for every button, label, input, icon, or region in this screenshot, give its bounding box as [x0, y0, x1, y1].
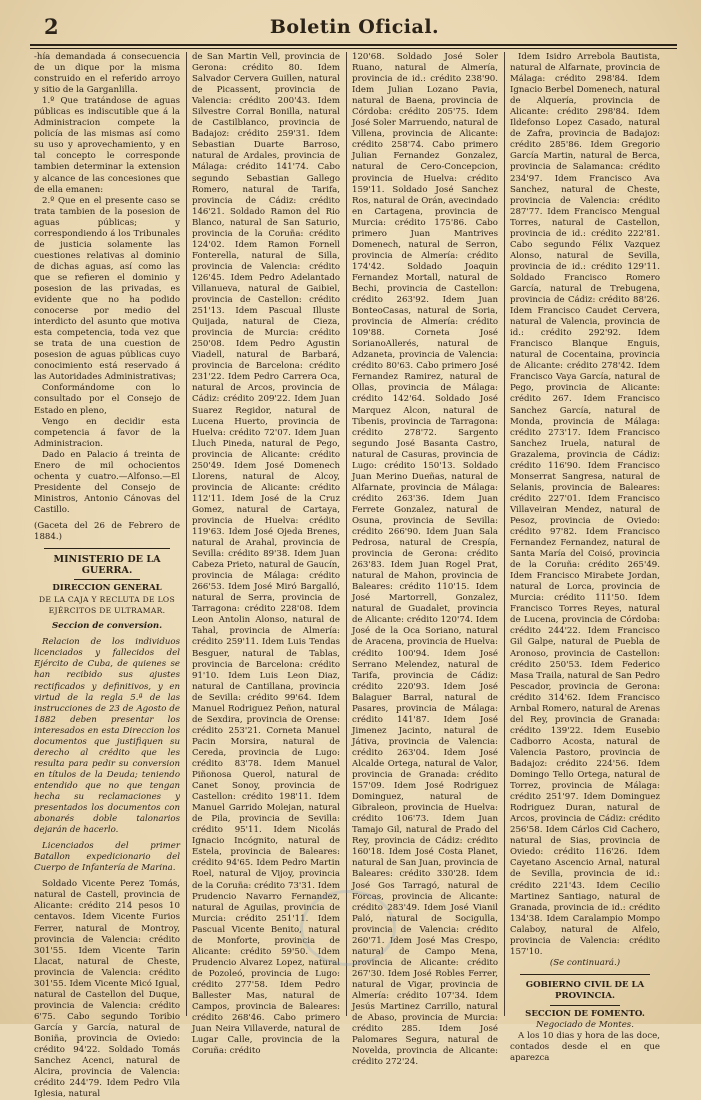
header-rule — [30, 44, 677, 46]
fomento-heading: SECCION DE FOMENTO. — [525, 1008, 645, 1019]
entries-text: Soldado Vicente Perez Tomás, natural de Castell, provincia de Alicante: crédito 214 pesos 10 centavos. Idem Vicente Furios Ferrer, natural de Montroy, provincia de Valencia: crédito 301'55. Idem Vicente Tarin Llacat, natural de Cheste, provincia de Valencia: crédito 301'55. Idem Vicente Micó Igual, natural de Castellon del Duque, provincia de Valencia: crédito 6'75. Cabo segundo Toribio García y García, natural de Boniña, provincia de Oviedo: crédito 94'22. Soldado Tomás Sanchez Acenci, natural de Alcira, provincia de Valencia: crédito 244'79. Idem Pedro Vila Iglesia, natural — [34, 879, 180, 1100]
column-1 — [34, 52, 180, 1100]
gobierno-heading: GOBIERNO CIVIL DE LA PROVINCIA. — [525, 979, 645, 1001]
relacion-text: Relacion de los individuos licenciados y fallecidos del Ejército de Cuba, de quienes se han recibido sus ajustes rectificados y definitivos, y en virtud de la regla 5.ª de las instrucciones de 23 de Agosto de 1882 deben presentar los interesados en esta Direccion los documentos que justifiquen su derecho al crédito que les resulta para pedir su conversion en títulos de la Deuda; teniendo entendido que no que tengan hecha su reclamaciones y presentados los documentos con abonarés doble talonarios dejarán de hacerlo. — [34, 637, 180, 836]
divider — [44, 548, 170, 549]
page-title: Boletin Oficial. — [269, 16, 440, 38]
direccion-heading: DIRECCION GENERAL — [52, 583, 162, 594]
continuation-note: (Se continuará.) — [549, 957, 621, 968]
column-divider — [346, 52, 347, 1016]
page-header — [30, 10, 679, 44]
divider — [550, 1005, 620, 1006]
column-2 — [192, 52, 340, 1057]
paragraph: Vengo en decidir esta competencia á favor de la Administracion. — [34, 416, 180, 449]
entries-text: de San Martin Vell, provincia de Gerona: crédito 80. Idem Salvador Cervera Guillen, natural de Picassent, provincia de Valencia: crédito 200'43. Idem Silvestre Corral Bonilla, natural de Castilblanco, provincia de Badajoz: crédito 259'31. Idem Sebastian Duarte Barroso, natural de Ardales, provincia de Málaga: crédito 141'74. Cabo segundo Sebastian Gallego Romero, natural de Tarifa, provincia de Cádiz: crédito 146'21. Soldado Ramon del Rio Blanco, natural de San Saturio, provincia de la Coruña: crédito 124'02. Idem Ramon Fornell Fonterella, natural de Silla, provincia de Valencia: crédito 126'45. Idem Pedro Adelantado Villanueva, natural de Gaibiel, provincia de Castellon: crédito 251'13. Idem Pascual Illuste Quijada, natural de Cieza, provincia de Murcia: crédito 250'08. Idem Pedro Agustin Viadell, natural de Barbará, provincia de Barcelona: crédito 231'22. Idem Pedro Carrera Oca, natural de Arcos, provincia de Cádiz: crédito 209'22. Idem Juan Suarez Regidor, natural de Lucena Huerto, provincia de Huelva: crédito 72'07. Idem Juan Lluch Pineda, natural de Pego, provincia de Alicante: crédito 250'49. Idem José Domenech Llorens, natural de Alcoy, provincia de Alicante: crédito 112'11. Idem José de la Cruz Gomez, natural de Cartaya, provincia de Huelva: crédito 119'63. Idem José Ojeda Brenes, natural de Arahal, provincia de Sevilla: crédito 89'38. Idem Juan Cabeza Prieto, natural de Gaucín, provincia de Málaga: crédito 266'53. Idem José Miró Bargalló, natural de Serra, provincia de Tarragona: crédito 228'08. Idem Leon Antolin Alonso, natural de Tahal, provincia de Almería: crédito 259'11. Idem Luis Tendas Besguer, natural de Tablas, provincia de Barcelona: crédito 91'10. Idem Luis Leon Diaz, natural de Cantillana, provincia de Sevilla: crédito 99'64. Idem Manuel Rodriguez Peñon, natural de Sexdira, provincia de Orense: crédito 253'21. Corneta Manuel Pacin Morsira, natural de Cereda, provincia de Lugo: crédito 83'78. Idem Manuel Piñonosa Querol, natural de Canet Sonoy, provincia de Castellon: crédito 198'11. Idem Manuel Garrido Molejan, natural de Pila, provincia de Sevilla: crédito 95'11. Idem Nicolás Ignacio Incógnito, natural de Estela, provincia de Baleares: crédito 94'65. Idem Pedro Martin Roel, natural de Vijoy, provincia de la Coruña: crédito 73'31. Idem Prudencio Navarro Fernandez, natural de Aguilas, provincia de Murcia: crédito 251'11. Idem Pascual Vicente Benito, natural de Monforte, provincia de Alicante: crédito 59'50. Idem Prudencio Alvarez Lopez, natural de Pozoleó, provincia de Lugo: crédito 277'58. Idem Pedro Ballester Mas, natural de Campos, provincia de Baleares: crédito 268'46. Cabo primero Juan Neira Villaverde, natural de Lugar Calle, provincia de la Coruña: crédito — [192, 52, 340, 1057]
section-heading: Seccion de conversion. — [51, 621, 163, 632]
paragraph: Conformándome con lo consultado por el Consejo de Estado en pleno, — [34, 383, 180, 416]
column-4 — [510, 52, 660, 1064]
header-rule-thin — [30, 48, 677, 49]
page-number: 2 — [44, 14, 59, 39]
gaceta-reference: (Gaceta del 26 de Febrero de 1884.) — [34, 520, 180, 543]
licenciados-heading: Licenciados del primer Batallon expedicionario del Cuerpo de Infantería de Marina. — [34, 841, 180, 874]
direccion-subheading: DE LA CAJA Y RECLUTA DE LOS EJÉRCITOS DE ULTRAMAR. — [39, 595, 175, 616]
ministry-heading: MINISTERIO DE LA GUERRA. — [53, 554, 161, 577]
divider — [520, 974, 650, 975]
column-divider — [186, 52, 187, 1016]
paragraph: 1.º Que tratándose de aguas públicas es indiscutible que á la Administracion compete la policía de las mismas así como su uso y aprovechamiento, y en tal concepto le corresponde tambien determinar la extension y alcance de las concesiones que de ella emanen: — [34, 96, 180, 195]
divider — [74, 579, 140, 580]
final-text: A los 10 dias y hora de las doce, contados desde el en que aparezca — [510, 1031, 660, 1064]
entries-text: Idem Isidro Arrebola Bautista, natural de Alfarnate, provincia de Málaga: crédito 298'84. Idem Ignacio Berbel Domenech, natural de Alquería, provincia de Alicante: crédito 298'84. Idem Ildefonso Lopez Casado, natural de Zafra, provincia de Badajoz: crédito 285'86. Idem Gregorio García Martin, natural de Berca, provincia de Salamanca: crédito 234'97. Idem Francisco Ava Sanchez, natural de Cheste, provincia de Valencia: crédito 287'77. Idem Francisco Mengual Torres, natural de Castellon, provincia de id.: crédito 222'81. Cabo segundo Félix Vazquez Alonso, natural de Sevilla, provincia de id.: crédito 129'11. Soldado Francisco Romero García, natural de Trebugena, provincia de Cádiz: crédito 88'26. Idem Francisco Caudet Cervera, natural de Valencia, provincia de id.: crédito 292'92. Idem Francisco Blanque Enguis, natural de Cocentaina, provincia de Alicante: crédito 278'42. Idem Francisco Vaya García, natural de Pego, provincia de Alicante: crédito 267. Idem Francisco Sanchez García, natural de Monda, provincia de Málaga: crédito 273'17. Idem Francisco Sanchez Iruela, natural de Grazalema, provincia de Cádiz: crédito 116'90. Idem Francisco Monserrat Sangresa, natural de Selanis, provincia de Baleares: crédito 227'01. Idem Francisco Villaveiran Mendez, natural de Pesoz, provincia de Oviedo: crédito 97'82. Idem Francisco Fernandez Fernandez, natural de Santa María del Coisó, provincia de la Coruña: crédito 265'49. Idem Francisco Mirabete Jordan, natural de Lorca, provincia de Murcia: crédito 111'50. Idem Francisco Torres Reyes, natural de Lucena, provincia de Córdoba: crédito 244'22. Idem Francisco Gil Galpe, natural de Puebla de Aronoso, provincia de Castellon: crédito 250'53. Idem Federico Masa Traila, natural de San Pedro Pescador, provincia de Gerona: crédito 314'62. Idem Francisco Arnbal Romero, natural de Arenas del Rey, provincia de Granada: crédito 139'22. Idem Eusebio Cadborro Acosta, natural de Valencia Pastoro, provincia de Badajoz: crédito 224'56. Idem Domingo Tello Ortega, natural de Torrez, provincia de Málaga: crédito 251'97. Idem Dominguez Rodriguez Duran, natural de Arcos, provincia de Cádiz: crédito 256'58. Idem Cárlos Cid Cachero, natural de Sias, provincia de Oviedo: crédito 116'26. Idem Cayetano Ascencio Arnal, natural de Sevilla, provincia de id.: crédito 221'43. Idem Cecilio Martinez Santiago, natural de Granada, provincia de id.: crédito 134'38. Idem Caralampio Mompo Calaboy, natural de Alfelo, provincia de Valencia: crédito 157'10. — [510, 52, 660, 957]
column-3 — [352, 52, 498, 1068]
column-divider — [504, 52, 505, 1016]
faint-stamp-mark — [300, 890, 396, 966]
negociado-heading: Negociado de Montes. — [536, 1020, 634, 1031]
entries-text: 120'68. Soldado José Soler Ruano, natural de Almería, provincia de id.: crédito 238'90. Idem Julian Lozano Pavia, natural de Baena, provincia de Córdoba: crédito 205'75. Idem José Soler Marruendo, natural de Villena, provincia de Alicante: crédito 258'74. Cabo primero Julian Fernandez Gonzalez, natural de Cero-Concepcion, provincia de Huelva: crédito 159'11. Soldado José Sanchez Ros, natural de Orán, avecindado en Cartagena, provincia de Murcia: crédito 175'86. Cabo primero Juan Mantrives Domenech, natural de Serron, provincia de Almería: crédito 174'42. Soldado Joaquin Fernandez Mortall, natural de Bechi, provincia de Castellon: crédito 263'92. Idem Juan BonteoCasas, natural de Soria, provincia de Almería: crédito 109'88. Corneta José SorianoAllerés, natural de Adzaneta, provincia de Valencia: crédito 80'63. Cabo primero José Fernandez Ramirez, natural de Ollas, provincia de Málaga: crédito 142'64. Soldado José Marquez Alcon, natural de Tibenis, provincia de Tarragona: crédito 278'72. Sargento segundo José Basanta Castro, natural de Casuras, provincia de Lugo: crédito 150'13. Soldado Juan Merino Dueñas, natural de Alfarnate, provincia de Málaga: crédito 263'36. Idem Juan Ferrete Gonzalez, natural de Osuna, provincia de Sevilla: crédito 266'90. Idem Juan Sala Pedrosa, natural de Crespía, provincia de Gerona: crédito 263'83. Idem Juan Rogel Prat, natural de Mahon, provincia de Baleares: crédito 110'15. Idem José Martorrell, Gonzalez, natural de Guadalet, provincia de Alicante: crédito 120'74. Idem José de la Oca Soriano, natural de Aracena, provincia de Huelva: crédito 100'94. Idem José Serrano Melendez, natural de Tarifa, provincia de Cádiz: crédito 220'93. Idem José Balaguer Barral, natural de Pasares, provincia de Málaga: crédito 141'87. Idem José Jimenez Jacinto, natural de Játiva, provincia de Valencia: crédito 263'04. Idem José Alcalde Ortega, natural de Valor, provincia de Granada: crédito 157'09. Idem José Rodriguez Dominguez, natural de Gibraleon, provincia de Huelva: crédito 106'73. Idem Juan Tamajo Gil, natural de Prado del Rey, provincia de Cádiz: crédito 160'18. Idem José Costa Planet, natural de San Juan, provincia de Baleares: crédito 330'28. Idem José Gos Tarragó, natural de Forcas, provincia de Alicante: crédito 283'49. Idem José Vianil Paló, natural de Socigulla, provincia de Valencia: crédito 260'71. Idem José Mas Crespo, natural de Campo Mena, provincia de Alicante: crédito 267'30. Idem José Robles Ferrer, natural de Vigar, provincia de Almería: crédito 107'34. Idem Jesús Martinez Carrillo, natural de Abaso, provincia de Murcia: crédito 285. Idem José Palomares Segura, natural de Novelda, provincia de Alicante: crédito 272'24. — [352, 52, 498, 1068]
paragraph: 2.º Que en el presente caso se trata tambien de la posesion de aguas públicas; y correspondiendo á los Tribunales de justicia solamente las cuestiones relativas al dominio de dichas aguas, así como las que se refieren el dominio y posesion de las privadas, es evidente que no ha podido conocerse por medio del interdicto del asunto que motiva esta competencia, toda vez que se trata de una cuestion de posesion de aguas públicas cuyo conocimiento está reservado á las Autoridades Administrativas; — [34, 195, 180, 383]
intro-text: -hía demandada á consecuencia de un dique por la misma construido en el referido arroyo y sitio de la Garganlilla. — [34, 52, 180, 96]
paragraph: Dado en Palacio á treinta de Enero de mil ochocientos ochenta y cuatro.—Alfonso.—El Presidente del Consejo de Ministros, Antonio Cánovas del Castillo. — [34, 449, 180, 515]
